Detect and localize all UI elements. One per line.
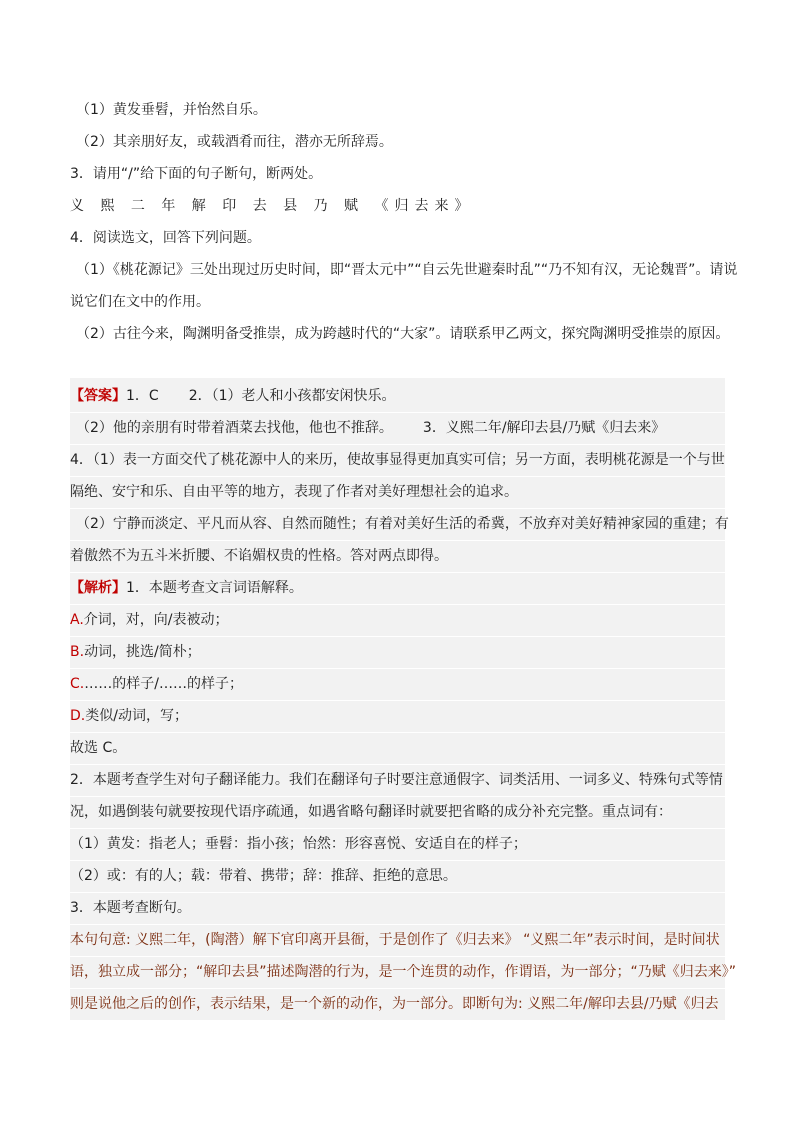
answer-4-1-line1: 4．（1）表一方面交代了桃花源中人的来历，使故事显得更加真实可信；另一方面，表明桃花源是一个与世 xyxy=(70,452,725,468)
answer-tag: 【答案】 xyxy=(70,388,126,404)
option-c xyxy=(70,668,243,700)
question-2-2: （2）其亲朋好友，或载酒肴而往，潜亦无所辞焉。 xyxy=(76,134,393,150)
answer-line-1 xyxy=(70,380,396,412)
answer-1: 1．C xyxy=(126,388,159,404)
analysis-line-1 xyxy=(70,572,303,604)
question-4-1-line1: （1）《桃花源记》三处出现过历史时间，即“晋太元中”“自云先世避秦时乱”“乃不知有汉，无论魏晋”。请说 xyxy=(76,262,738,278)
answer-2-1: 2．（1）老人和小孩都安闲快乐。 xyxy=(188,388,396,404)
option-b xyxy=(70,636,201,668)
analysis-2-line1: 2．本题考查学生对句子翻译能力。我们在翻译句子时要注意通假字、词类活用、一词多义、特殊句式等情 xyxy=(70,772,723,788)
analysis-3-line1: 本句句意: 义熙二年，(陶潜）解下官印离开县衙，于是创作了《归去来》 “义熙二年”表示时间，是时间状 xyxy=(70,932,720,948)
option-b-letter: B. xyxy=(70,644,85,660)
question-4-1-line2: 说它们在文中的作用。 xyxy=(70,294,210,310)
question-2-1: （1）黄发垂髫，并怡然自乐。 xyxy=(76,102,267,118)
analysis-tag: 【解析】 xyxy=(70,580,126,596)
question-section xyxy=(70,94,738,350)
analysis-3: 3．本题考查断句。 xyxy=(70,900,191,916)
option-b-text: 动词，挑选/简朴； xyxy=(84,644,201,660)
analysis-3-line3: 则是说他之后的创作，表示结果，是一个新的动作，为一部分。即断句为: 义熙二年/解印去县/乃赋《归去 xyxy=(70,996,719,1012)
option-d-letter: D. xyxy=(70,708,86,724)
row-divider xyxy=(70,732,725,733)
option-a xyxy=(70,604,229,636)
answer-analysis-box xyxy=(70,378,737,1020)
answer-4-1-line2: 隔绝、安宁和乐、自由平等的地方，表现了作者对美好理想社会的追求。 xyxy=(70,484,518,500)
option-c-letter: C. xyxy=(70,676,85,692)
option-c-text: ……的样子/……的样子； xyxy=(84,676,243,692)
option-d-text: 类似/动词，写； xyxy=(85,708,188,724)
option-a-text: 介词，对，向/表被动； xyxy=(83,612,229,628)
analysis-2-line3: （1）黄发：指老人；垂髫：指小孩；怡然：形容喜悦、安适自在的样子； xyxy=(70,836,527,852)
answer-2-2: （2）他的亲朋有时带着酒菜去找他，他也不推辞。 xyxy=(76,420,393,436)
option-a-letter: A. xyxy=(70,612,84,628)
answer-4-2-line1: （2）宁静而淡定、平凡而从容、自然而随性；有着对美好生活的希冀，不放弃对美好精神家园的重建；有 xyxy=(76,516,729,532)
analysis-2-line2: 况，如遇倒装句就要按现代语序疏通，如遇省略句翻译时就要把省略的成分补充完整。重点词有： xyxy=(70,804,672,820)
analysis-3-line2: 语，独立成一部分；“解印去县”描述陶潜的行为，是一个连贯的动作，作谓语，为一部分；“乃赋《归去来》” xyxy=(70,964,737,980)
question-4: 4．阅读选文，回答下列问题。 xyxy=(70,230,261,246)
question-4-2: （2）古往今来，陶渊明备受推崇，成为跨越时代的“大家”。请联系甲乙两文，探究陶渊明受推崇的原因。 xyxy=(76,326,730,342)
answer-line-2 xyxy=(76,412,665,444)
option-d xyxy=(70,700,188,732)
question-3-sentence: 义 熙 二 年 解 印 去 县 乃 赋 《归去来》 xyxy=(70,198,475,214)
question-3: 3．请用“/”给下面的句子断句，断两处。 xyxy=(70,166,323,182)
answer-3: 3．义熙二年/解印去县/乃赋《归去来》 xyxy=(422,420,666,436)
analysis-choose: 故选 C。 xyxy=(70,740,127,756)
answer-4-2-line2: 着傲然不为五斗米折腰、不谄媚权贵的性格。答对两点即得。 xyxy=(70,548,448,564)
analysis-2-line4: （2）或：有的人；载：带着、携带；辞：推辞、拒绝的意思。 xyxy=(70,868,457,884)
analysis-1: 1．本题考查文言词语解释。 xyxy=(126,580,303,596)
